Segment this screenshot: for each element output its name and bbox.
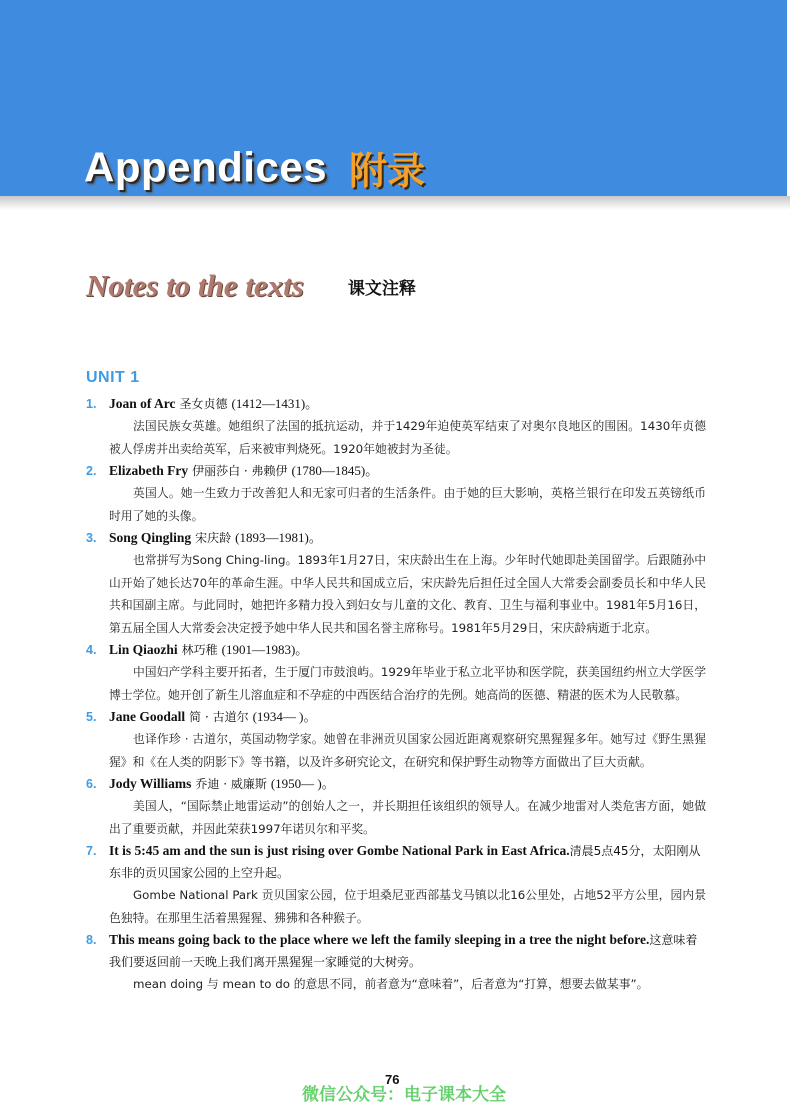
note-term: Jane Goodall bbox=[109, 709, 186, 724]
note-chinese-name: 宋庆龄 bbox=[195, 531, 232, 545]
note-body: 也译作珍 · 古道尔，英国动物学家。她曾在非洲贡贝国家公园近距离观察研究黑猩猩多年。她写过《野生黑猩猩》和《在人类的阴影下》等书籍，以及许多研究论文，在研究和保护野生动物等方面做出了巨大贡献。 bbox=[109, 732, 706, 769]
note-number: 3. bbox=[86, 531, 97, 545]
note-chinese-name: 圣女贞德 bbox=[179, 397, 228, 411]
note-years: (1780—1845)。 bbox=[291, 463, 379, 478]
note-body: 中国妇产学科主要开拓者，生于厦门市鼓浪屿。1929年毕业于私立北平协和医学院，获美国纽约州立大学医学博士学位。她开创了新生儿溶血症和不孕症的中西医结合治疗的先例。她高尚的医德、精湛的医术为人民敬慕。 bbox=[109, 665, 706, 702]
note-chinese-translation: 清晨5点45分，太阳刚从东非的贡贝国家公园的上空升起。 bbox=[109, 844, 701, 880]
banner-shadow bbox=[0, 196, 790, 210]
note-years: (1412—1431)。 bbox=[231, 396, 319, 411]
note-term: Lin Qiaozhi bbox=[109, 642, 178, 657]
note-head bbox=[86, 840, 706, 884]
note-number: 1. bbox=[86, 397, 97, 411]
note-body: Gombe National Park 贡贝国家公园，位于坦桑尼亚西部基戈马镇以北16公里处，占地52平方公里，园内景色独特。在那里生活着黑猩猩、狒狒和各种猴子。 bbox=[109, 888, 706, 925]
note-term: This means going back to the place where we left the family sleeping in a tree the night before. bbox=[109, 932, 650, 947]
note-chinese-name: 简 · 古道尔 bbox=[189, 710, 249, 724]
note-item bbox=[86, 773, 706, 840]
note-head bbox=[86, 393, 706, 415]
note-chinese-name: 伊丽莎白 · 弗赖伊 bbox=[192, 464, 288, 478]
appendices-title bbox=[84, 140, 425, 195]
note-body: 美国人，“国际禁止地雷运动”的创始人之一，并长期担任该组织的领导人。在减少地雷对人类危害方面，她做出了重要贡献，并因此荣获1997年诺贝尔和平奖。 bbox=[109, 799, 706, 836]
note-term: Jody Williams bbox=[109, 776, 192, 791]
page-number: 76 bbox=[385, 1072, 400, 1087]
note-head bbox=[86, 527, 706, 549]
note-item bbox=[86, 929, 706, 996]
note-number: 5. bbox=[86, 710, 97, 724]
note-number: 4. bbox=[86, 643, 97, 657]
note-number: 6. bbox=[86, 777, 97, 791]
note-body: 英国人。她一生致力于改善犯人和无家可归者的生活条件。由于她的巨大影响，英格兰银行在印发五英镑纸币时用了她的头像。 bbox=[109, 486, 706, 523]
note-head bbox=[86, 639, 706, 661]
note-term: Joan of Arc bbox=[109, 396, 176, 411]
note-chinese-translation: 这意味着我们要返回前一天晚上我们离开黑猩猩一家睡觉的大树旁。 bbox=[109, 933, 698, 969]
note-number: 2. bbox=[86, 464, 97, 478]
section-title-en: Notes to the texts bbox=[86, 268, 304, 303]
note-head bbox=[86, 706, 706, 728]
note-chinese-name: 林巧稚 bbox=[181, 643, 218, 657]
note-head bbox=[86, 773, 706, 795]
note-body: 法国民族女英雄。她组织了法国的抵抗运动，并于1429年迫使英军结束了对奥尔良地区的围困。1430年贞德被人俘虏并出卖给英军，后来被审判烧死。1920年她被封为圣徒。 bbox=[109, 419, 706, 456]
unit-heading: UNIT 1 bbox=[86, 369, 140, 386]
appendices-title-zh: 附录 bbox=[349, 149, 426, 193]
note-item bbox=[86, 527, 706, 639]
appendices-title-en: Appendices bbox=[84, 143, 328, 191]
note-term: Elizabeth Fry bbox=[109, 463, 189, 478]
note-item bbox=[86, 706, 706, 773]
note-body: mean doing 与 mean to do 的意思不同，前者意为“意味着”，后者意为“打算，想要去做某事”。 bbox=[133, 977, 649, 991]
note-years: (1901—1983)。 bbox=[221, 642, 309, 657]
note-body: 也常拼写为Song Ching-ling。1893年1月27日，宋庆龄出生在上海。少年时代她即赴美国留学。后跟随孙中山开始了她长达70年的革命生涯。中华人民共和国成立后，宋庆龄先后担任过全国人大常委会副委员长和中华人民共和国副主席。与此同时，她把许多精力投入到妇女与儿童的文化、教育、卫生与福利事业中。1981年5月16日，第五届全国人大常委会决定授予她中华人民共和国名誉主席称号。1981年5月29日，宋庆龄病逝于北京。 bbox=[109, 553, 706, 635]
note-term: It is 5:45 am and the sun is just rising over Gombe National Park in East Africa. bbox=[109, 843, 570, 858]
note-chinese-name: 乔迪 · 威廉斯 bbox=[195, 777, 267, 791]
section-title bbox=[86, 268, 416, 304]
note-head bbox=[86, 460, 706, 482]
note-years: (1950— )。 bbox=[270, 776, 335, 791]
note-years: (1893—1981)。 bbox=[235, 530, 322, 545]
note-item bbox=[86, 639, 706, 706]
note-item bbox=[86, 460, 706, 527]
note-item bbox=[86, 393, 706, 460]
notes-list bbox=[86, 393, 706, 996]
note-number: 7. bbox=[86, 844, 97, 858]
note-item bbox=[86, 840, 706, 929]
note-head bbox=[86, 929, 706, 973]
watermark-text: 微信公众号：电子课本大全 bbox=[302, 1085, 506, 1105]
note-term: Song Qingling bbox=[109, 530, 192, 545]
note-years: (1934— )。 bbox=[252, 709, 317, 724]
section-title-zh: 课文注释 bbox=[347, 278, 416, 299]
note-number: 8. bbox=[86, 933, 97, 947]
